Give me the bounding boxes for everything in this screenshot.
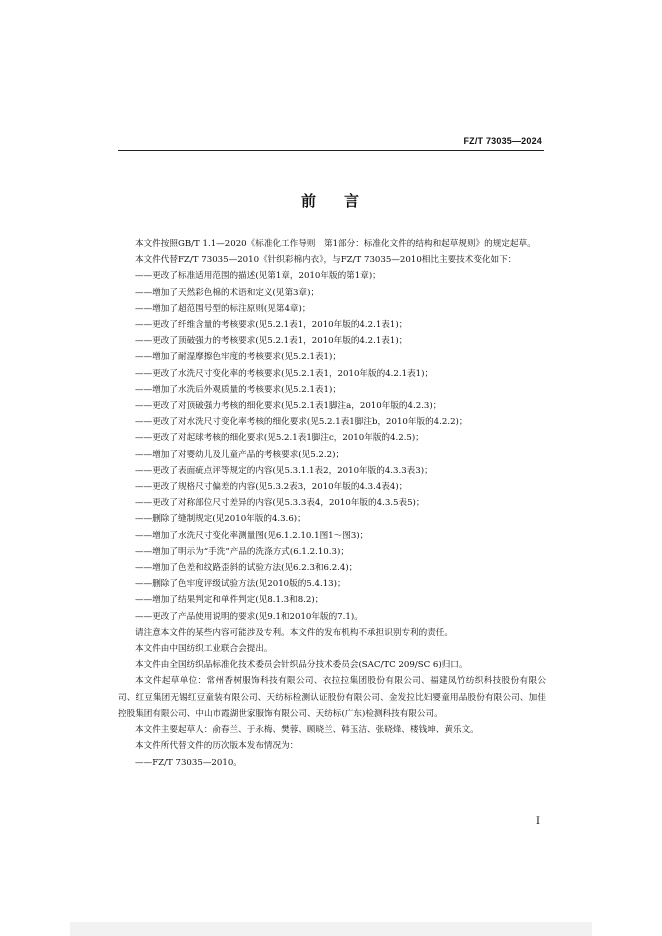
change-list bbox=[118, 268, 546, 624]
change-item: ——更改了规格尺寸偏差的内容(见5.3.2表3，2010年版的4.3.4表4)； bbox=[135, 482, 408, 493]
paragraph-drafting-rule: 本文件按照GB/T 1.1—2020《标准化工作导则 第1部分：标准化文件的结构和起草规则》的规定起草。 bbox=[135, 239, 536, 249]
change-item: ——增加了超范围号型的标注原则(见第4章)； bbox=[135, 303, 311, 314]
paragraph-drafting-units: 本文件起草单位：常州香树服饰科技有限公司、衣拉拉集团股份有限公司、福建凤竹纺织科技股份有限公司、红豆集团无锡红豆童装有限公司、天纺标检测认证股份有限公司、金发拉比妇婴童用品股份有限公司、加佳控股集团有限公司、中山市霞湖世家服饰有限公司、天纺标(广东)检测科技有限公司。 bbox=[118, 676, 546, 719]
change-item: ——更改了对称部位尺寸差异的内容(见5.3.3表4，2010年版的4.3.5表5)； bbox=[135, 498, 425, 509]
change-item: ——增加了耐湿摩擦色牢度的考核要求(见5.2.1表1)； bbox=[135, 352, 341, 363]
title-char-2: 言 bbox=[344, 192, 362, 210]
change-item: ——删除了色牢度评级试验方法(见2010版的5.4.13)； bbox=[135, 579, 346, 590]
standard-code: FZ/T 73035—2024 bbox=[463, 136, 542, 146]
change-item: ——增加了结果判定和单件判定(见8.1.3和8.2)； bbox=[135, 595, 324, 606]
paragraph-replaces: 本文件代替FZ/T 73035—2010《针织彩棉内衣》，与FZ/T 73035—2010相比主要技术变化如下： bbox=[135, 255, 517, 266]
history-item: ——FZ/T 73035—2010。 bbox=[135, 757, 242, 768]
bottom-margin-shade bbox=[70, 922, 592, 936]
change-item: ——更改了对顶破强力考核的细化要求(见5.2.1表1脚注a，2010年版的4.2.3)； bbox=[135, 401, 442, 412]
change-item: ——删除了缝制规定(见2010年版的4.3.6)； bbox=[135, 514, 306, 525]
change-item: ——更改了对水洗尺寸变化率考核的细化要求(见5.2.1表1脚注b，2010年版的4.2.2)； bbox=[135, 417, 468, 428]
paragraph-centralized-by: 本文件由全国纺织品标准化技术委员会针织品分技术委员会(SAC/TC 209/SC 6)归口。 bbox=[135, 660, 468, 671]
change-item: ——更改了产品使用说明的要求(见9.1和2010年版的7.1)。 bbox=[135, 611, 363, 622]
title-char-1: 前 bbox=[300, 192, 318, 210]
change-item: ——增加了色差和纹路歪斜的试验方法(见6.2.3和6.2.4)； bbox=[135, 563, 358, 574]
header-rule bbox=[118, 150, 544, 151]
paragraph-drafters: 本文件主要起草人：俞春兰、于永梅、樊蓉、顾晓兰、韩玉洁、张晓烽、楼钱坤、黄乐文。 bbox=[135, 725, 479, 736]
page-title bbox=[0, 190, 662, 211]
change-item: ——更改了纤维含量的考核要求(见5.2.1表1，2010年版的4.2.1表1)； bbox=[135, 320, 408, 331]
change-item: ——增加了水洗尺寸变化率测量图(见6.1.2.10.1图1～图3)； bbox=[135, 530, 369, 541]
change-item: ——更改了对起球考核的细化要求(见5.2.1表1脚注c，2010年版的4.2.5)； bbox=[135, 433, 424, 444]
change-item: ——更改了水洗尺寸变化率的考核要求(见5.2.1表1，2010年版的4.2.1表1)； bbox=[135, 368, 434, 379]
document-body bbox=[118, 236, 546, 771]
change-item: ——增加了对婴幼儿及儿童产品的考核要求(见5.2.2)； bbox=[135, 449, 345, 460]
change-item: ——更改了标准适用范围的描述(见第1章，2010年版的第1章)； bbox=[135, 271, 381, 282]
change-item: ——增加了明示为“手洗”产品的洗涤方式(6.1.2.10.3)； bbox=[135, 546, 349, 557]
change-item: ——增加了天然彩色棉的术语和定义(见第3章)； bbox=[135, 287, 320, 298]
change-item: ——更改了表面疵点评等规定的内容(见5.3.1.1表2，2010年版的4.3.3表3)； bbox=[135, 465, 433, 476]
page-number: I bbox=[536, 816, 540, 827]
change-item: ——增加了水洗后外观质量的考核要求(见5.2.1表1)； bbox=[135, 384, 341, 395]
change-item: ——更改了顶破强力的考核要求(见5.2.1表1，2010年版的4.2.1表1)； bbox=[135, 336, 408, 347]
paragraph-history: 本文件所代替文件的历次版本发布情况为： bbox=[135, 741, 299, 752]
patent-notice: 请注意本文件的某些内容可能涉及专利。本文件的发布机构不承担识别专利的责任。 bbox=[135, 627, 453, 638]
paragraph-proposed-by: 本文件由中国纺织工业联合会提出。 bbox=[135, 644, 273, 655]
